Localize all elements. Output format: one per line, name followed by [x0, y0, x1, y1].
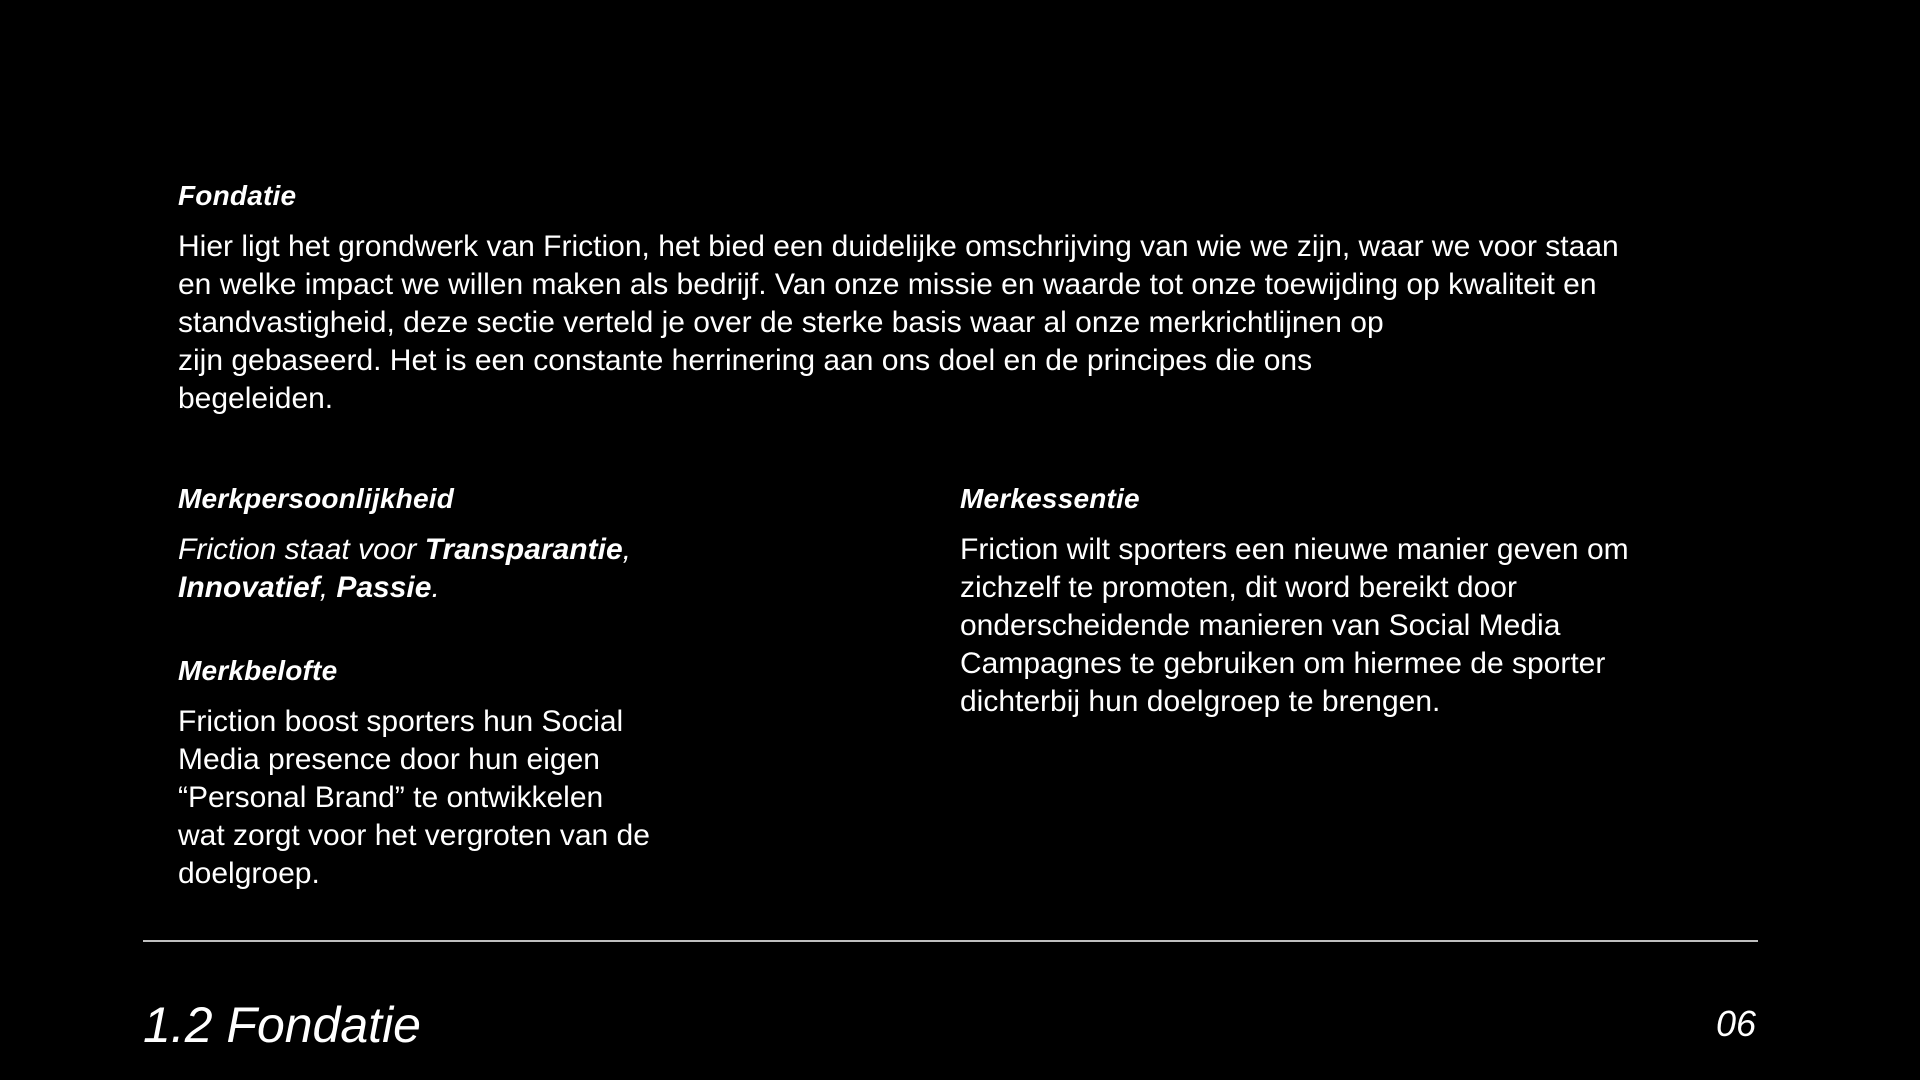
fondatie-line: zijn gebaseerd. Het is een constante herrinering aan ons doel en de principes die ons — [178, 344, 1313, 377]
merkbelofte-line: wat zorgt voor het vergroten van de — [178, 819, 650, 852]
merkessentie-line: Friction wilt sporters een nieuwe manier geven om — [960, 533, 1629, 566]
fondatie-paragraph — [178, 228, 1738, 418]
merkpersoonlijkheid-heading: Merkpersoonlijkheid — [178, 483, 455, 514]
merkessentie-line: onderscheidende manieren van Social Media — [960, 609, 1561, 642]
value-end: . — [431, 571, 440, 604]
merkessentie-line: Campagnes te gebruiken om hiermee de sporter — [960, 647, 1606, 680]
merkbelofte-line: Friction boost sporters hun Social — [178, 705, 624, 738]
merkbelofte-line: doelgroep. — [178, 857, 320, 890]
value-separator: , — [622, 533, 631, 566]
merkbelofte-line: “Personal Brand” te ontwikkelen — [178, 781, 604, 814]
fondatie-line: standvastigheid, deze sectie verteld je over de sterke basis waar al onze merkrichtlijnen op — [178, 306, 1384, 339]
fondatie-line: Hier ligt het grondwerk van Friction, het bied een duidelijke omschrijving van wie we zijn, waar we voor staan — [178, 230, 1619, 263]
merkpersoonlijkheid-line — [178, 569, 738, 607]
fondatie-heading: Fondatie — [178, 180, 297, 211]
merkpersoonlijkheid-line — [178, 531, 738, 569]
merkpersoonlijkheid-intro: Friction staat voor — [178, 533, 425, 566]
value-passie: Passie — [336, 571, 432, 604]
merkessentie-paragraph — [960, 531, 1760, 721]
merkbelofte-heading: Merkbelofte — [178, 655, 338, 686]
value-separator: , — [319, 571, 337, 604]
fondatie-line: en welke impact we willen maken als bedrijf. Van onze missie en waarde tot onze toewijding op kwaliteit en — [178, 268, 1597, 301]
footer-divider — [143, 940, 1758, 942]
merkessentie-line: dichterbij hun doelgroep te brengen. — [960, 685, 1441, 718]
merkessentie-heading: Merkessentie — [960, 483, 1140, 514]
merkbelofte-paragraph — [178, 703, 738, 893]
value-innovatief: Innovatief — [178, 571, 320, 604]
merkpersoonlijkheid-paragraph — [178, 531, 738, 607]
page-number: 06 — [1715, 1003, 1756, 1044]
merkessentie-line: zichzelf te promoten, dit word bereikt door — [960, 571, 1517, 604]
value-transparantie: Transparantie — [424, 533, 623, 566]
fondatie-line: begeleiden. — [178, 382, 334, 415]
section-title: 1.2 Fondatie — [143, 997, 421, 1053]
merkbelofte-line: Media presence door hun eigen — [178, 743, 600, 776]
